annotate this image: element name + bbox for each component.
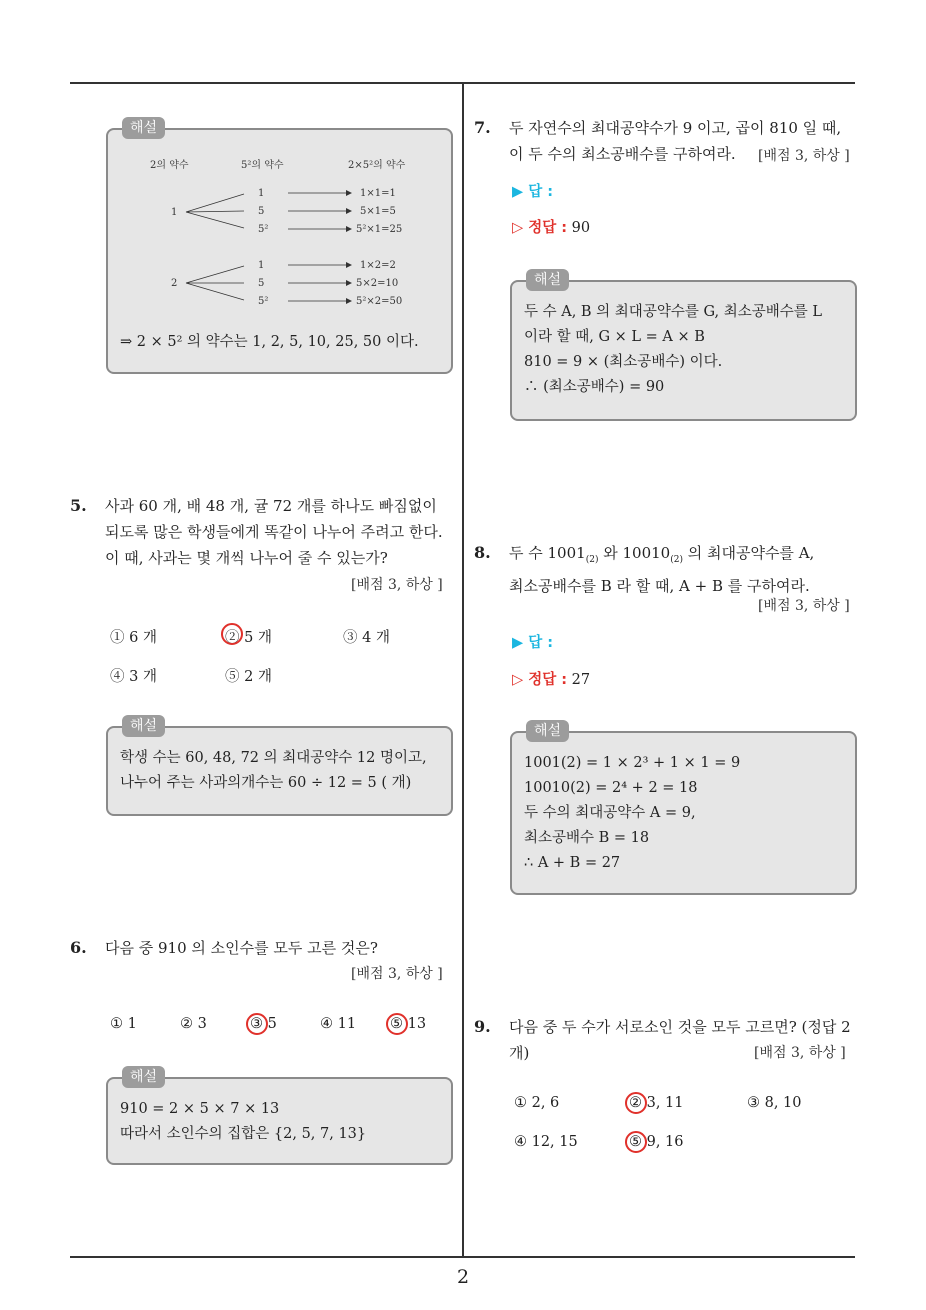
q9-option-5[interactable]: ⑤ 9, 16 [629, 1134, 684, 1150]
question-text [509, 540, 859, 599]
q5-solution-box [106, 718, 453, 816]
q7-correct-answer [512, 216, 590, 237]
g2-mid-2: 5² [258, 296, 269, 307]
q5-points: [배점 3, 하상 ] [351, 577, 443, 593]
q6-option-4[interactable]: ④ 11 [320, 1016, 357, 1032]
solution-line: ∴ A + B = 27 [524, 855, 621, 871]
solution-line: 두 수 A, B 의 최대공약수를 G, 최소공배수를 L [524, 304, 823, 320]
answer-label: ▶ 답 : [512, 184, 554, 200]
solution-line: 810 = 9 × (최소공배수) 이다. [524, 354, 723, 370]
correct-value: 90 [571, 220, 591, 236]
solution-line: 10010(2) = 2⁴ + 2 = 18 [524, 780, 698, 796]
answer-mark-circle [625, 1092, 647, 1114]
q8-solution-box [510, 723, 857, 895]
q4-conclusion: ⇒ 2 × 5² 의 약수는 1, 2, 5, 10, 25, 50 이다. [120, 334, 419, 350]
q5-option-2[interactable]: ② 5 개 [225, 630, 272, 646]
explanation-tab: 해설 [526, 720, 569, 742]
text-part: 최소공배수를 B 라 할 때, A + B 를 구하여라. [509, 577, 810, 595]
g2-left: 2 [171, 278, 178, 289]
g1-left: 1 [171, 207, 178, 218]
question-text: 다음 중 910 의 소인수를 모두 고른 것은? [105, 939, 378, 957]
q6-solution-box [106, 1069, 453, 1165]
g2-right-1: 5×2=10 [356, 278, 399, 289]
g2-mid-0: 1 [258, 260, 265, 271]
question-number: 6. [70, 938, 87, 957]
page-number: 2 [456, 1266, 470, 1288]
arrows [288, 193, 346, 301]
column-divider [462, 84, 464, 1256]
solution-line: 이라 할 때, G × L = A × B [524, 329, 705, 345]
q9-points: [배점 3, 하상 ] [754, 1045, 846, 1061]
q7-points: [배점 3, 하상 ] [758, 148, 850, 164]
divisor-tree-diagram [108, 130, 451, 330]
q9-option-4[interactable]: ④ 12, 15 [514, 1134, 578, 1150]
header-2: 2의 약수 [150, 160, 189, 171]
correct-value: 27 [571, 672, 591, 688]
header-product: 2×5²의 약수 [348, 160, 406, 171]
question-number: 5. [70, 496, 87, 515]
q7-solution-box [510, 272, 857, 421]
g1-right-0: 1×1=1 [360, 188, 396, 199]
solution-line: 따라서 소인수의 집합은 {2, 5, 7, 13} [120, 1126, 367, 1142]
question-number: 9. [474, 1017, 491, 1036]
g1-mid-1: 5 [258, 206, 265, 217]
q6-option-5[interactable]: ⑤ 13 [390, 1016, 427, 1032]
solution-line: 최소공배수 B = 18 [524, 830, 650, 846]
question-number: 8. [474, 543, 491, 562]
correct-label: ▷ 정답 : [512, 672, 568, 688]
text-subscript: (2) [670, 555, 683, 565]
answer-mark-circle [386, 1013, 408, 1035]
g2-branches [186, 266, 244, 300]
g2-mid-1: 5 [258, 278, 265, 289]
bottom-rule [70, 1256, 855, 1258]
q9-option-3[interactable]: ③ 8, 10 [747, 1095, 802, 1111]
q4-solution-box [106, 120, 453, 374]
correct-label: ▷ 정답 : [512, 220, 568, 236]
text-part: 와 10010 [598, 544, 671, 562]
question-8 [474, 540, 859, 596]
q9-option-2[interactable]: ② 3, 11 [629, 1095, 684, 1111]
q5-option-1[interactable]: ① 6 개 [110, 630, 157, 646]
q6-option-3[interactable]: ③ 5 [250, 1016, 277, 1032]
g1-branches [186, 194, 244, 228]
g1-right-1: 5×1=5 [360, 206, 396, 217]
question-text: 다음 중 두 수가 서로소인 것을 모두 고르면? (정답 2 개) [509, 1018, 851, 1062]
g1-mid-0: 1 [258, 188, 265, 199]
arrow-heads [346, 190, 352, 304]
answer-mark-circle [625, 1131, 647, 1153]
question-number: 7. [474, 118, 491, 137]
solution-line: 910 = 2 × 5 × 7 × 13 [120, 1101, 280, 1117]
q6-option-2[interactable]: ② 3 [180, 1016, 207, 1032]
explanation-tab: 해설 [122, 117, 165, 139]
q6-points: [배점 3, 하상 ] [351, 966, 443, 982]
q5-option-3[interactable]: ③ 4 개 [343, 630, 390, 646]
g1-right-2: 5²×1=25 [356, 224, 403, 235]
text-part: 의 최대공약수를 A, [682, 544, 815, 562]
explanation-tab: 해설 [526, 269, 569, 291]
q8-correct-answer [512, 668, 590, 689]
text-subscript: (2) [585, 555, 599, 565]
question-6 [70, 935, 460, 965]
text-part: 두 수 1001 [509, 544, 586, 562]
g2-right-0: 1×2=2 [360, 260, 396, 271]
header-5sq: 5²의 약수 [241, 160, 284, 171]
question-text: 사과 60 개, 배 48 개, 귤 72 개를 하나도 빠짐없이 되도록 많은 학생들에게 똑같이 나누어 주려고 한다. 이 때, 사과는 몇 개씩 나누어 줄 수 있는가? [105, 497, 443, 567]
answer-mark-circle [246, 1013, 268, 1035]
q5-option-5[interactable]: ⑤ 2 개 [225, 669, 272, 685]
g2-right-2: 5²×2=50 [356, 296, 403, 307]
solution-line: 나누어 주는 사과의개수는 60 ÷ 12 = 5 ( 개) [120, 775, 412, 791]
q8-points: [배점 3, 하상 ] [758, 598, 850, 614]
q6-option-1[interactable]: ① 1 [110, 1016, 137, 1032]
q5-option-4[interactable]: ④ 3 개 [110, 669, 157, 685]
answer-label: ▶ 답 : [512, 635, 554, 651]
q9-option-1[interactable]: ① 2, 6 [514, 1095, 560, 1111]
question-text: 두 자연수의 최대공약수가 9 이고, 곱이 810 일 때, 이 두 수의 최소공배수를 구하여라. [509, 119, 842, 163]
solution-line: 학생 수는 60, 48, 72 의 최대공약수 12 명이고, [120, 750, 427, 766]
g1-mid-2: 5² [258, 224, 269, 235]
solution-line: 1001(2) = 1 × 2³ + 1 × 1 = 9 [524, 755, 741, 771]
solution-line: ∴ (최소공배수) = 90 [524, 379, 665, 395]
solution-line: 두 수의 최대공약수 A = 9, [524, 805, 696, 821]
explanation-tab: 해설 [122, 1066, 165, 1088]
answer-mark-circle [221, 623, 243, 645]
explanation-tab: 해설 [122, 715, 165, 737]
